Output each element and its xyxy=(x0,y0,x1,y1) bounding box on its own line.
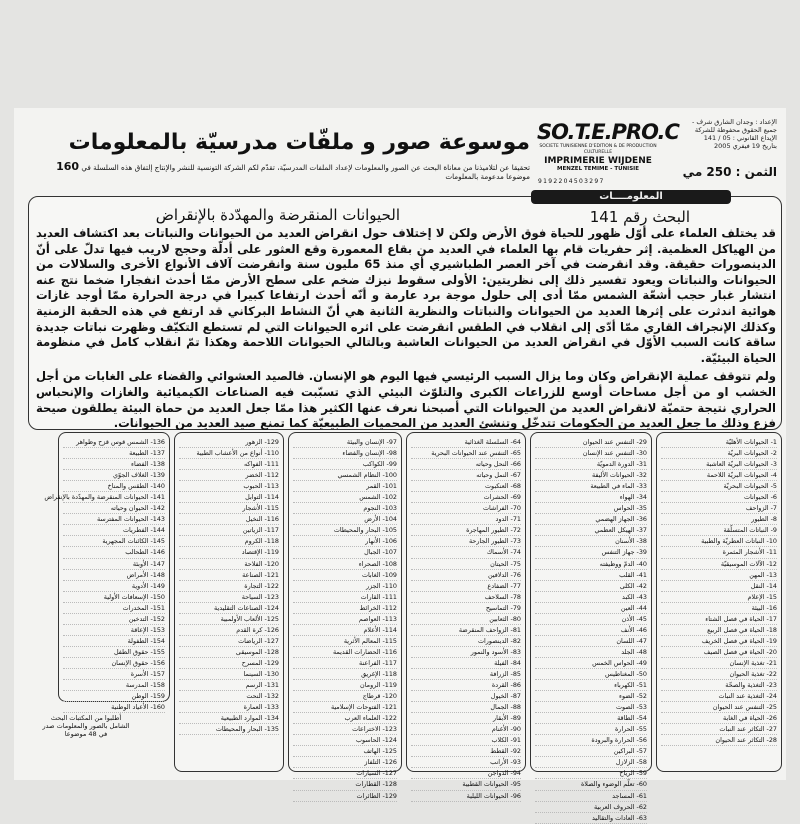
index-item: 19- الحياة في فصل الخريف xyxy=(661,636,777,647)
index-item: 116- الحضارات القديمة xyxy=(293,647,397,658)
index-item: 111- الفواكه xyxy=(179,459,279,470)
index-item: 6- الحيوانات xyxy=(661,492,777,503)
index-item: 15- الإعلام xyxy=(661,592,777,603)
index-item: 49- الحواس الخمس xyxy=(535,658,647,669)
index-item: 151- المخدرات xyxy=(63,603,165,614)
index-item: 33- الماء في الطبيعة xyxy=(535,481,647,492)
index-item: 126- كرة القدم xyxy=(179,625,279,636)
index-item: 104- الأرض xyxy=(293,514,397,525)
index-item: 70- الفراشات xyxy=(411,503,521,514)
index-item: 127- الرياضات xyxy=(179,636,279,647)
price-label: الثمن : 250 مي xyxy=(682,165,777,179)
publisher-block xyxy=(537,118,777,198)
index-item: 65- التنفس عند الحيوانات البحرية xyxy=(411,448,521,459)
index-item: 118- الإغريق xyxy=(293,669,397,680)
index-item: 73- الطيور الجارحة xyxy=(411,536,521,547)
index-item: 94- الدواجن xyxy=(411,768,521,779)
index-item: 80- الثعابين xyxy=(411,614,521,625)
main-title: موسوعة صور و ملفّات مدرسيّة بالمعلومات xyxy=(68,130,530,155)
index-item: 123- الاختراعات xyxy=(293,724,397,735)
index-column-4 xyxy=(288,432,402,800)
index-item: 52- الضوء xyxy=(535,691,647,702)
index-item: 47- اللسان xyxy=(535,636,647,647)
index-item: 157- الأسرة xyxy=(63,669,165,680)
index-item: 72- الطيور المهاجرة xyxy=(411,525,521,536)
index-item: 153- الإعاقة xyxy=(63,625,165,636)
index-item: 62- الحروف العربية xyxy=(535,802,647,813)
index-item: 136- الشمس قوس قزح وظواهر xyxy=(63,437,165,448)
meta-line: الإعداد : وجدان الشارق شرف - xyxy=(691,118,777,126)
index-item: 68- العنكبوت xyxy=(411,481,521,492)
index-item: 3- الحيوانات البريّة العاشبة xyxy=(661,459,777,470)
index-item: 142- الحيوان وحياته xyxy=(63,503,165,514)
index-item: 13- المهن xyxy=(661,570,777,581)
index-item: 86- القردة xyxy=(411,680,521,691)
index-item: 85- الزرافة xyxy=(411,669,521,680)
index-item: 84- الفيلة xyxy=(411,658,521,669)
index-item: 37- الهيكل العظمي xyxy=(535,525,647,536)
index-item: 23- التغذية والصحّة xyxy=(661,680,777,691)
index-item: 124- الحاسوب xyxy=(293,735,397,746)
logo-location: MENZEL TEMIME - TUNISIE xyxy=(556,166,639,172)
index-item: 109- الغابات xyxy=(293,570,397,581)
index-item: 42- الكلى xyxy=(535,581,647,592)
index-item: 79- التماسيح xyxy=(411,603,521,614)
index-item: 149- الأدوية xyxy=(63,581,165,592)
index-item: 125- الهاتف xyxy=(293,746,397,757)
publisher-logo xyxy=(537,120,679,172)
index-item: 95- الحيوانات القطبية xyxy=(411,779,521,790)
index-item: 31- الدورة الدمويّة xyxy=(535,459,647,470)
index-item: 4- الحيوانات البريّة اللاحمة xyxy=(661,470,777,481)
index-item: 11- الأشجار المثمرة xyxy=(661,547,777,558)
index-item: 154- الطفولة xyxy=(63,636,165,647)
index-item: 145- الكائنات المجهرية xyxy=(63,536,165,547)
index-item: 140- الطقس والمناخ xyxy=(63,481,165,492)
index-item: 91- الكلاب xyxy=(411,735,521,746)
index-column-1 xyxy=(656,432,782,772)
index-item: 113- العواصم xyxy=(293,614,397,625)
index-item: 130- السينما xyxy=(179,669,279,680)
index-item: 119- الرومان xyxy=(293,680,397,691)
index-item: 14- النقل xyxy=(661,581,777,592)
index-item: 8- الطيور xyxy=(661,514,777,525)
index-item: 129- الطائرات xyxy=(293,791,397,802)
index-item: 7- الزواحف xyxy=(661,503,777,514)
index-item: 114- التوابل xyxy=(179,492,279,503)
index-item: 108- الصحراء xyxy=(293,559,397,570)
index-item: 63- العادات والتقاليد xyxy=(535,813,647,824)
index-item: 150- الإسعافات الأولية xyxy=(63,592,165,603)
index-column-5 xyxy=(174,432,284,772)
index-item: 26- الحياة في الغابة xyxy=(661,713,777,724)
index-item: 124- الصناعات التقليدية xyxy=(179,603,279,614)
index-item: 75- الحيتان xyxy=(411,559,521,570)
index-item: 119- الإقتصاد xyxy=(179,547,279,558)
index-item: 118- الكروم xyxy=(179,536,279,547)
index-item: 132- النحت xyxy=(179,691,279,702)
topic-index xyxy=(40,432,782,822)
index-item: 146- الطحالب xyxy=(63,547,165,558)
index-item: 22- تغذية الحيوان xyxy=(661,669,777,680)
index-column-6 xyxy=(44,432,170,712)
index-item: 50- المغناطيس xyxy=(535,669,647,680)
index-item: 69- الحشرات xyxy=(411,492,521,503)
index-item: 141- الحيوانات المنقرضة والمهدّدة بالإنقراض xyxy=(63,492,165,503)
logo-subtitle: SOCIETE TUNISIENNE D'EDITION & DE PRODUCTION CULTURELLE xyxy=(539,144,657,155)
info-body xyxy=(36,226,776,435)
index-item: 121- الفتوحات الإسلامية xyxy=(293,702,397,713)
index-item: 127- السيارات xyxy=(293,768,397,779)
index-item: 115- المعالم الأثرية xyxy=(293,636,397,647)
index-item: 102- الشمس xyxy=(293,492,397,503)
index-item: 54- الطاقة xyxy=(535,713,647,724)
index-item: 122- العلماء العرب xyxy=(293,713,397,724)
index-item: 39- جهاز التنفس xyxy=(535,547,647,558)
index-item: 113- الحبوب xyxy=(179,481,279,492)
index-item: 17- الحياة في فصل الشتاء xyxy=(661,614,777,625)
index-item: 9- النباتات المتسلّقة xyxy=(661,525,777,536)
index-item: 24- التغذية عند النبات xyxy=(661,691,777,702)
barcode: 9 1 9 2 2 0 4 5 0 3 2 9 7 xyxy=(538,178,604,185)
index-item: 116- النخيل xyxy=(179,514,279,525)
index-item: 99- الكواكب xyxy=(293,459,397,470)
index-item: 159- الوطن xyxy=(63,691,165,702)
index-item: 64- السلسلة الغذائية xyxy=(411,437,521,448)
index-item: 60- تعلّم الوضوء والصلاة xyxy=(535,779,647,790)
index-item: 41- القلب xyxy=(535,570,647,581)
index-item: 101- القمر xyxy=(293,481,397,492)
index-item: 67- النمل وحياته xyxy=(411,470,521,481)
index-item: 90- الأغنام xyxy=(411,724,521,735)
tagline-text: تحقيقا عن لتلاميذنا من معاناة البحث عن الصور والمعلومات لإعداد الملفات المدرسيّة، تقدّم لكم الشركة التونسية للنشر والإنتاج إلتفاق هذه السلسلة في xyxy=(81,163,530,172)
index-item: 96- الحيوانات الليلية xyxy=(411,791,521,802)
index-item: 2- الحيوانات البريّة xyxy=(661,448,777,459)
index-item: 78- السلاحف xyxy=(411,592,521,603)
index-item: 12- الآلات الموسيقيّة xyxy=(661,559,777,570)
index-item: 66- النحل وحياته xyxy=(411,459,521,470)
index-item: 128- الموسيقى xyxy=(179,647,279,658)
logo-name: SO.T.E.PRO.C xyxy=(537,120,679,144)
index-item: 123- السياحة xyxy=(179,592,279,603)
index-item: 121- الصناعة xyxy=(179,570,279,581)
index-item: 129- الزهور xyxy=(179,437,279,448)
index-item: 82- الدينصورات xyxy=(411,636,521,647)
index-item: 61- المساجد xyxy=(535,791,647,802)
research-subject: الحيوانات المنقرضة والمهدّدة بالإنقراض xyxy=(155,206,400,224)
index-item: 93- الأرانب xyxy=(411,757,521,768)
index-item: 100- النظام الشمسي xyxy=(293,470,397,481)
tagline xyxy=(30,162,530,181)
index-item: 110- الجزر xyxy=(293,581,397,592)
index-item: 117- الفراعنة xyxy=(293,658,397,669)
index-item: 21- تغذية الإنسان xyxy=(661,658,777,669)
index-item: 147- الأوبئة xyxy=(63,559,165,570)
index-item: 110- أنواع من الأعشاب الطبية xyxy=(179,448,279,459)
index-item: 122- التجارة xyxy=(179,581,279,592)
index-item: 74- الأسماك xyxy=(411,547,521,558)
logo-printer: IMPRIMERIE WIJDENE xyxy=(544,156,652,166)
index-item: 45- الأذن xyxy=(535,614,647,625)
index-item: 112- الخرائط xyxy=(293,603,397,614)
meta-line: الإيداع القانوني : 05 / 141 xyxy=(703,134,777,142)
index-item: 20- الحياة في فصل الصيف xyxy=(661,647,777,658)
index-item: 98- الإنسان والفضاء xyxy=(293,448,397,459)
index-item: 148- الأمراض xyxy=(63,570,165,581)
index-item: 160- الأعياد الوطنية xyxy=(63,702,165,713)
index-item: 25- التنفس عند الحيوان xyxy=(661,702,777,713)
index-item: 139- الغلاف الجوّي xyxy=(63,470,165,481)
index-item: 32- الحيوانات الأليفة xyxy=(535,470,647,481)
index-item: 87- الخيول xyxy=(411,691,521,702)
index-item: 137- الطبيعة xyxy=(63,448,165,459)
index-item: 92- القطط xyxy=(411,746,521,757)
index-item: 103- النجوم xyxy=(293,503,397,514)
index-item: 51- الكهرباء xyxy=(535,680,647,691)
index-item: 29- التنفس عند الحيوان xyxy=(535,437,647,448)
meta-line: بتاريخ 19 فيفري 2005 xyxy=(714,142,777,150)
index-item: 106- الأنهار xyxy=(293,536,397,547)
index-item: 34- الهواء xyxy=(535,492,647,503)
index-item: 57- البراكين xyxy=(535,746,647,757)
index-item: 48- الجلد xyxy=(535,647,647,658)
index-column-3 xyxy=(406,432,526,800)
index-item: 158- المدرسة xyxy=(63,680,165,691)
index-item: 59- الرياح xyxy=(535,768,647,779)
index-item: 30- التنفس عند الإنسان xyxy=(535,448,647,459)
index-item: 155- حقوق الطفل xyxy=(63,647,165,658)
index-item: 27- التكاثر عند النبات xyxy=(661,724,777,735)
index-item: 16- البيئة xyxy=(661,603,777,614)
index-item: 28- التكاثر عند الحيوان xyxy=(661,735,777,746)
index-item: 115- الأشجار xyxy=(179,503,279,514)
index-item: 120- قرطاج xyxy=(293,691,397,702)
index-item: 97- الإنسان والبيئة xyxy=(293,437,397,448)
index-item: 71- الدود xyxy=(411,514,521,525)
index-item: 126- التلفاز xyxy=(293,757,397,768)
index-item: 128- القطارات xyxy=(293,779,397,790)
info-paragraph: ولم تتوقف عملية الإنقراض وكان وما يزال السبب الرئيسي فيها اليوم هو الإنسان. فالصيد العشوائي والقضاء على الغابات من أجل الخشب او من أجل مساحات أوسع للزراعات الكبرى والتلوّث البيئي الذي تسبّبت فيه الصناعات الكيميائية والغازات والإنحباس الحراري نتيجة حتميّة لانقراض العديد من الحيوانات التي أصبحنا نعرف عنها الكثير هذا ممّا جعل العديد من حماة البيئة يطلقون صيحة فزع وذلك ما جعل العديد من الحكومات تتدخّل وتنشئ العديد من المحميات الطبيعيّة كما تمنع صيد العديد من الحيوانات. xyxy=(36,369,776,431)
index-item: 44- العين xyxy=(535,603,647,614)
index-item: 10- النباتات العطريّة والطبية xyxy=(661,536,777,547)
index-item: 144- الفطريات xyxy=(63,525,165,536)
index-item: 131- الرسم xyxy=(179,680,279,691)
index-item: 5- الحيوانات البحريّة xyxy=(661,481,777,492)
index-item: 46- الأنف xyxy=(535,625,647,636)
index-item: 138- الفضاء xyxy=(63,459,165,470)
index-item: 111- القارات xyxy=(293,592,397,603)
tagline-count: 160 xyxy=(56,160,80,173)
index-item: 143- الحيوانات المفترسة xyxy=(63,514,165,525)
index-item: 35- الحواس xyxy=(535,503,647,514)
tagline-end: موضوعا مدعومة بالمعلومات xyxy=(445,172,530,181)
index-item: 152- التدخين xyxy=(63,614,165,625)
index-item: 114- الأعلام xyxy=(293,625,397,636)
research-number: البحث رقم 141 xyxy=(589,208,690,226)
index-item: 120- الفلاحة xyxy=(179,559,279,570)
index-item: 36- الجهاز الهضمي xyxy=(535,514,647,525)
index-item: 53- الصوت xyxy=(535,702,647,713)
index-item: 133- العمارة xyxy=(179,702,279,713)
index-item: 125- الألعاب الأولمبية xyxy=(179,614,279,625)
index-item: 129- المسرح xyxy=(179,658,279,669)
index-item: 134- الموارد الطبيعية xyxy=(179,713,279,724)
index-item: 58- الزلازل xyxy=(535,757,647,768)
index-item: 76- الدلافين xyxy=(411,570,521,581)
index-item: 55- الحرارة xyxy=(535,724,647,735)
index-item: 40- الدمّ ووظيفته xyxy=(535,559,647,570)
index-item: 135- البحار والمحيطات xyxy=(179,724,279,735)
index-item: 156- حقوق الإنسان xyxy=(63,658,165,669)
index-item: 38- الأسنان xyxy=(535,536,647,547)
index-item: 107- الجبال xyxy=(293,547,397,558)
index-note: أطلبوا من المكتبات البحث الشامل بالصور والمعلومات صدر في 48 موضوعا xyxy=(42,714,130,738)
index-item: 18- الحياة في فصل الربيع xyxy=(661,625,777,636)
index-item: 77- الضفادع xyxy=(411,581,521,592)
index-item: 117- الزياتين xyxy=(179,525,279,536)
index-item: 89- الأبقار xyxy=(411,713,521,724)
index-item: 83- الأسود والنمور xyxy=(411,647,521,658)
meta-line: جميع الحقوق محفوظة للشركة xyxy=(694,126,777,134)
index-item: 81- الزواحف المنقرضة xyxy=(411,625,521,636)
index-item: 43- الكبد xyxy=(535,592,647,603)
index-item: 56- الحرارة والبرودة xyxy=(535,735,647,746)
index-column-2 xyxy=(530,432,652,822)
index-item: 105- البحار والمحيطات xyxy=(293,525,397,536)
info-tab-label: المعلومــــات xyxy=(531,190,731,204)
index-item: 1- الحيوانات الأهليّة xyxy=(661,437,777,448)
index-item: 112- الخضر xyxy=(179,470,279,481)
index-item: 88- الجمال xyxy=(411,702,521,713)
info-paragraph: قد يختلف العلماء على أوّل ظهور للحياة فوق الأرض ولكن لا إختلاف حول انقراض العديد من الحيوانات والنباتات بعد اكتشاف العديد من الهياكل العظمية. إثر حفريات قام بها العلماء في العديد من بقاع المعمورة وقع العثور على أدلّة وحجج لاريب فيها تدلّ على أنّ الدينصورات حقيقة. وقد انقرضت في آخر العصر الطباشيري أي منذ 65 مليون سنة وانقرضت آلاف الأنواع الأخرى والسلالات من الحيوانات والنباتات ويعود تفسير ذلك إلى نظريتين: الأولى سقوط نيزك ضخم على سطح الأرض ممّا أحدث انفجارا ضخما نتج عنه انتشار غبار حجب أشعّة الشمس ممّا أدى إلى حلول موجة برد عارمة و أنّه أحدث ارتفاعا كبيرا في درجة الحرارة ممّا أوجد غازات هوائية اندثرت على إثرها العديد من الحيوانات والنباتات والنظرية الثانية هي أنّ النشاط البركاني قد ارتفع في هذه الحقبة الزمنية وكذلك الإنجراف القاري ممّا أدّى إلى انقلاب في الطقس انقرضت على اثره الحيوانات التي لم تستطع التكيّف وظهرت نباتات جديدة ساقة كانت السبب الأوّل في انقراض العديد من الحيوانات العاشبة وبالتالي الحيوانات اللاحمة وهكذا تمّ انقلاب كامل في منظومة الحياة البيئيّة. xyxy=(36,226,776,365)
